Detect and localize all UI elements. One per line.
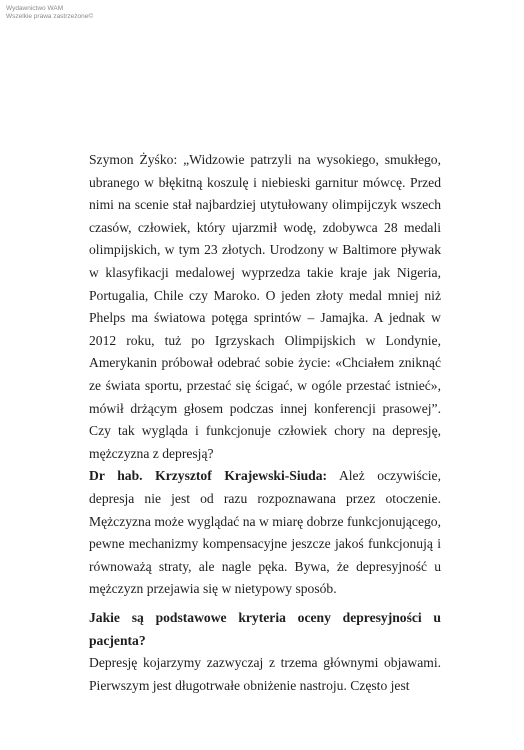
speaker-interviewer: Szymon Żyśko: bbox=[89, 152, 178, 167]
expert-answer-text: Ależ oczywiście, depresja nie jest od razu rozpoznawana przez otoczenie. Mężczyzna może wyglądać na w miarę dobrze funkcjonującego, pewne mechanizmy kompensacyjne jeszcze jakoś funkcjonują i równoważą straty, ale nagle pęka. Bywa, że depresyjność u mężczyzn przejawia się w nietypowy sposób. bbox=[89, 468, 441, 597]
interview-dialogue bbox=[89, 149, 441, 601]
watermark-publisher: Wydawnictwo WAM bbox=[6, 5, 64, 12]
question-section bbox=[89, 607, 441, 697]
interviewer-question-text: „Widzowie patrzyli na wysokiego, smukłego, ubranego w błękitną koszulę i niebieski garnitur mówcę. Przed nimi na scenie stał najbardziej utytułowany olimpijczyk wszech czasów, człowiek, który ujarzmił wodę, zdobywca 28 medali olimpijskich, w tym 23 złotych. Urodzony w Baltimore pływak w klasyfikacji medalowej wyprzedza takie kraje jak Nigeria, Portugalia, Chile czy Maroko. O jeden złoty medal mniej niż Phelps ma światowa potęga sprintów – Jamajka. A jednak w 2012 roku, tuż po Igrzyskach Olimpijskich w Londynie, Amerykanin próbował odebrać sobie życie: «Chciałem zniknąć ze świata sportu, przestać się ścigać, w ogóle przestać istnieć», mówił drżącym głosem podczas innej konferencji prasowej”. Czy tak wygląda i funkcjonuje człowiek chory na depresję, mężczyzna z depresją? bbox=[89, 152, 442, 461]
question-heading: Jakie są podstawowe kryteria oceny depresyjności u pacjenta? bbox=[89, 610, 441, 648]
question-paragraph bbox=[89, 149, 441, 465]
speaker-expert: Dr hab. Krzysztof Krajewski-Siuda: bbox=[89, 468, 328, 484]
publisher-watermark bbox=[6, 5, 93, 21]
answer-paragraph bbox=[89, 465, 441, 601]
answer-text: Depresję kojarzymy zazwyczaj z trzema głównymi objawami. Pierwszym jest długotrwałe obniżenie nastroju. Często jest bbox=[89, 655, 441, 693]
watermark-copyright: Wszelkie prawa zastrzeżone© bbox=[6, 13, 94, 20]
